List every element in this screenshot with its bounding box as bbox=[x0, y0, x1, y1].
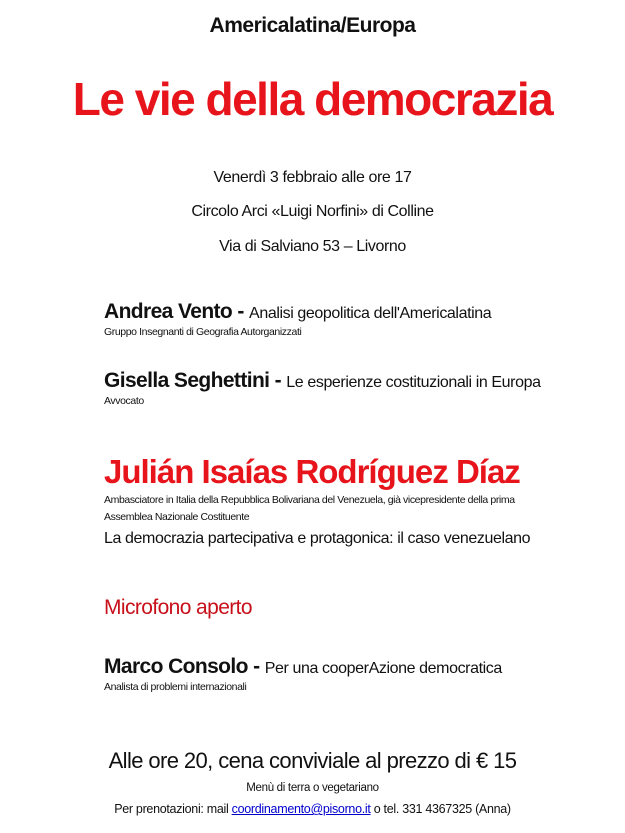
speaker-andrea-vento bbox=[104, 300, 604, 341]
guest-talk: La democrazia partecipativa e protagonica: il caso venezuelano bbox=[104, 530, 531, 547]
guest-role-line2: Assemblea Nazionale Costituente bbox=[104, 511, 250, 523]
event-date: Venerdì 3 febbraio alle ore 17 bbox=[213, 169, 412, 186]
header: Americalatina/Europa bbox=[209, 14, 416, 37]
speaker-name: Marco Consolo bbox=[104, 655, 248, 678]
speaker-role: Analista di problemi internazionali bbox=[104, 681, 247, 693]
guest-role-line1: Ambasciatore in Italia della Repubblica Bolivariana del Venezuela, già vicepresidente della prima bbox=[104, 494, 515, 506]
booking-email-link[interactable]: coordinamento@pisorno.it bbox=[231, 802, 371, 816]
speaker-gisella-seghettini bbox=[104, 369, 604, 410]
speaker-role: Gruppo Insegnanti di Geografia Autorganizzati bbox=[104, 326, 302, 338]
guest-name: Julián Isaías Rodríguez Díaz bbox=[104, 453, 520, 490]
event-place: Circolo Arci «Luigi Norfini» di Colline bbox=[191, 203, 434, 220]
speaker-topic: Per una cooperAzione democratica bbox=[264, 660, 502, 677]
speaker-name: Gisella Seghettini bbox=[104, 369, 270, 392]
booking-info bbox=[0, 802, 625, 816]
booking-prefix: Per prenotazioni: mail bbox=[114, 802, 232, 816]
menu-info: Menù di terra o vegetariano bbox=[246, 782, 379, 794]
open-mic: Microfono aperto bbox=[104, 596, 252, 619]
guest-speaker bbox=[104, 452, 619, 548]
speaker-role: Avvocato bbox=[104, 395, 144, 407]
booking-suffix: o tel. 331 4367325 (Anna) bbox=[370, 802, 511, 816]
speaker-topic: Analisi geopolitica dell'Americalatina bbox=[249, 305, 492, 322]
speaker-name: Andrea Vento bbox=[104, 300, 233, 323]
separator: - bbox=[232, 300, 250, 323]
separator: - bbox=[269, 369, 287, 392]
separator: - bbox=[247, 655, 265, 678]
speaker-topic: Le esperienze costituzionali in Europa bbox=[286, 374, 541, 391]
dinner-info: Alle ore 20, cena conviviale al prezzo di € 15 bbox=[108, 748, 517, 773]
page-title: Le vie della democrazia bbox=[72, 73, 553, 125]
speaker-marco-consolo bbox=[104, 655, 604, 696]
event-address: Via di Salviano 53 – Livorno bbox=[219, 238, 406, 255]
